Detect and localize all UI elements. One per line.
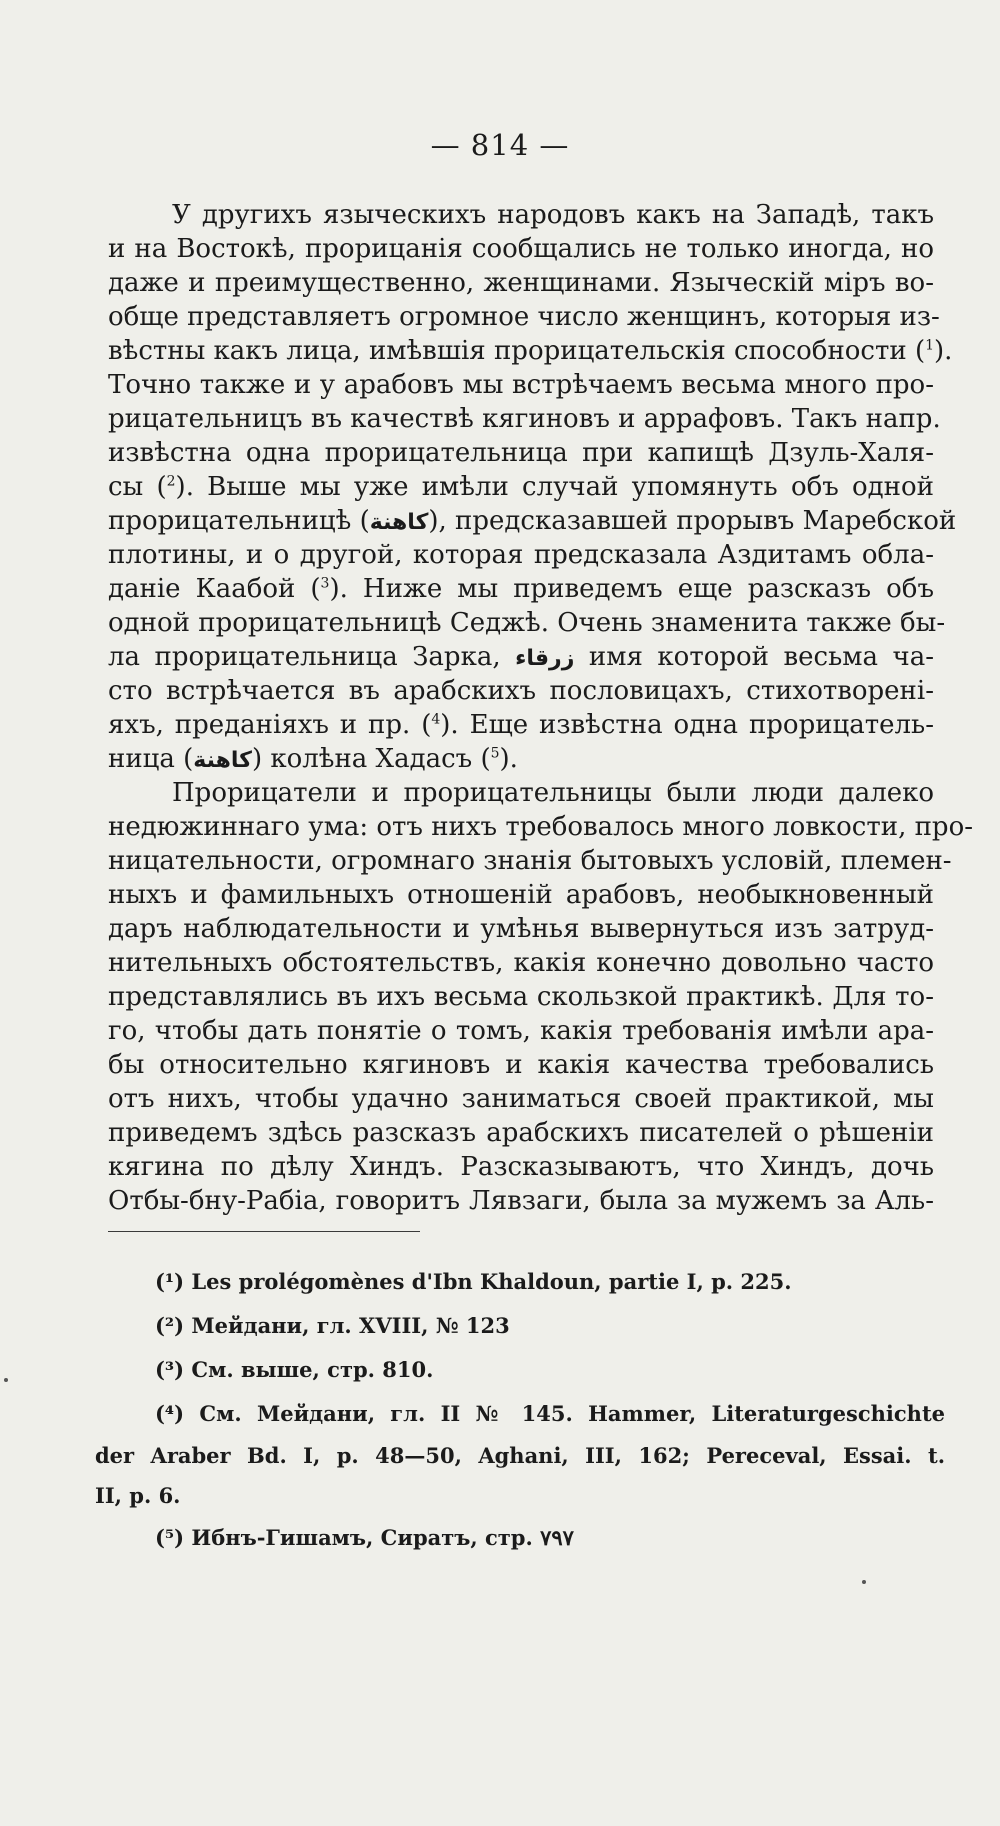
paper-speck	[4, 1378, 8, 1382]
text-line: Точно также и у арабовъ мы встрѣчаемъ весьма много про-	[108, 370, 934, 400]
footnote-1: (¹) Les prolégomènes d'Ibn Khaldoun, partie I, p. 225.	[155, 1269, 792, 1294]
footnote-ref: 2	[166, 473, 176, 490]
footnote-2: (²) Мейдани, гл. XVIII, № 123	[155, 1313, 510, 1338]
footnote-5: (⁵) Ибнъ-Гишамъ, Сиратъ, стр. ٧٩٧	[155, 1525, 574, 1550]
text-line: нительныхъ обстоятельствъ, какія конечно довольно часто	[108, 948, 934, 978]
footnote-3: (³) См. выше, стр. 810.	[155, 1357, 434, 1382]
page-number: — 814 —	[430, 128, 570, 162]
text-line: недюжиннаго ума: отъ нихъ требовалось много ловкости, про-	[108, 812, 974, 842]
text-line: одной прорицательницѣ Седжѣ. Очень знаменита также бы-	[108, 608, 946, 638]
text-line: ныхъ и фамильныхъ отношеній арабовъ, необыкновенный	[108, 880, 934, 910]
text-line: У другихъ языческихъ народовъ какъ на Западѣ, такъ	[172, 200, 934, 230]
text-line: даже и преимущественно, женщинами. Языческій міръ во-	[108, 268, 934, 298]
footnote-4-cont: der Araber Bd. I, p. 48—50, Aghani, III, 162; Pereceval, Essai. t.	[95, 1443, 945, 1468]
text-line: сто встрѣчается въ арабскихъ пословицахъ, стихотворені-	[108, 676, 934, 706]
body-text	[108, 198, 974, 1218]
text-line: кягина по дѣлу Хиндъ. Разсказываютъ, что Хиндъ, дочь	[108, 1152, 934, 1182]
footnote-4-cont2: II, p. 6.	[95, 1483, 181, 1508]
text-line: плотины, и о другой, которая предсказала Аздитамъ обла-	[108, 540, 934, 570]
text-line: извѣстна одна прорицательница при капищѣ Дзуль-Халя-	[108, 438, 934, 468]
text-line: Отбы-бну-Рабіа, говоритъ Лявзаги, была за мужемъ за Аль-	[108, 1186, 934, 1216]
arabic-word: كاهنة	[369, 510, 429, 535]
footnote-divider	[108, 1231, 420, 1232]
text-line: рицательницъ въ качествѣ кягиновъ и аррафовъ. Такъ напр.	[108, 404, 941, 434]
text-line: и на Востокѣ, прорицанія сообщались не только иногда, но	[108, 234, 934, 264]
text-line: приведемъ здѣсь разсказъ арабскихъ писателей о рѣшеніи	[108, 1118, 934, 1148]
text-line: представлялись въ ихъ весьма скользкой практикѣ. Для то-	[108, 982, 934, 1012]
footnote-4: (⁴) См. Мейдани, гл. II № 145. Hammer, Literaturgeschichte	[155, 1401, 946, 1426]
footnote-ref: 1	[925, 337, 935, 354]
text-line: прорицательницѣ (كاهنة), предсказавшей прорывъ Маребской	[108, 506, 957, 536]
text-line: вѣстны какъ лица, имѣвшія прорицательскія способности ($^1$).	[108, 336, 953, 366]
footnotes	[95, 1260, 945, 1560]
footnote-ref: 4	[431, 711, 441, 728]
text-line: ница (كاهنة) колѣна Хадасъ ($^5$).	[108, 744, 518, 774]
text-line: сы ($^2$). Выше мы уже имѣли случай упомянуть объ одной	[108, 472, 934, 502]
text-line: го, чтобы дать понятіе о томъ, какія требованія имѣли ара-	[108, 1016, 934, 1046]
text-line: отъ нихъ, чтобы удачно заниматься своей практикой, мы	[108, 1084, 934, 1114]
text-line: даръ наблюдательности и умѣнья вывернуться изъ затруд-	[108, 914, 934, 944]
arabic-word: كاهنة	[193, 748, 252, 773]
text-line: Прорицатели и прорицательницы были люди далеко	[172, 778, 934, 808]
text-line: ла прорицательница Зарка, زرقاء имя которой весьма ча-	[108, 642, 935, 672]
paper-speck	[862, 1580, 866, 1584]
footnote-ref: 5	[490, 745, 500, 762]
text-line: яхъ, преданіяхъ и пр. ($^4$). Еще извѣстна одна прорицатель-	[108, 710, 934, 740]
footnote-ref: 3	[320, 575, 330, 592]
text-line: бы относительно кягиновъ и какія качества требовались	[108, 1050, 934, 1080]
text-line: ницательности, огромнаго знанія бытовыхъ условій, племен-	[108, 846, 952, 876]
text-line: обще представляетъ огромное число женщинъ, которыя из-	[108, 302, 940, 332]
arabic-word: زرقاء	[515, 646, 575, 671]
text-line: даніе Каабой ($^3$). Ниже мы приведемъ еще разсказъ объ	[108, 574, 934, 604]
